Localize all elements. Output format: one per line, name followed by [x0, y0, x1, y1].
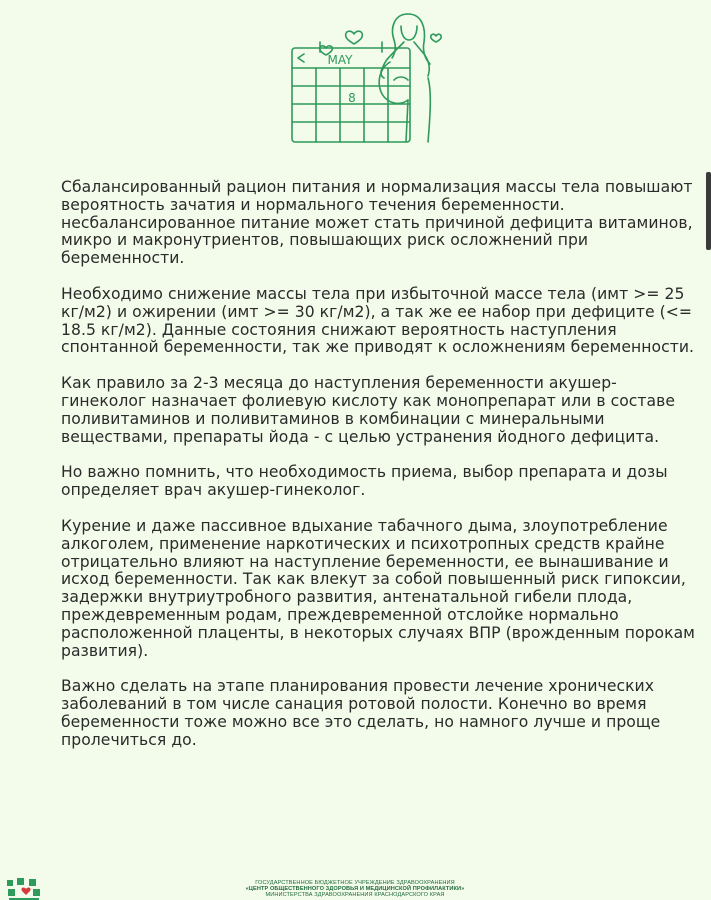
paragraph-nutrition: Сбалансированный рацион питания и нормализация массы тела повышают вероятность зачатия и нормального течения беременности. несбалансированное питание может стать причиной дефицита витаминов, микро и макронутриентов, повышающих риск осложнений при беременности. — [61, 178, 693, 268]
scrollbar[interactable] — [706, 0, 711, 900]
scrollbar-thumb[interactable] — [706, 172, 711, 250]
paragraph-chronic-diseases: Важно сделать на этапе планирования провести лечение хронических заболеваний в том числе санация ротовой полости. Конечно во время беременности тоже можно все это сделать, но намного лучше и проще пролечиться до. — [61, 677, 661, 749]
paragraph-smoking-alcohol: Курение и даже пассивное вдыхание табачного дыма, злоупотребление алкоголем, применение наркотических и психотропных средств крайне отрицательно влияют на наступление беременности, ее вынашивание и исход беременности. Так как влекут за собой повышенный риск гипоксии, задержки внутриутробного развития, антенатальной гибели плода, преждевременным родам, преждевременной отслойке нормально расположенной плаценты, в некоторых случаях ВПР (врожденным порокам развития). — [61, 516, 695, 660]
footer — [0, 876, 711, 900]
article-body — [61, 179, 701, 768]
footer-line-3: МИНИСТЕРСТВА ЗДРАВООХРАНЕНИЯ КРАСНОДАРСКОГО КРАЯ — [265, 892, 445, 899]
health-center-logo-icon — [4, 876, 44, 900]
footer-organization-name — [200, 880, 510, 899]
paragraph-doctor-decides: Но важно помнить, что необходимость приема, выбор препарата и дозы определяет врач акушер-гинеколог. — [61, 463, 668, 500]
paragraph-folic-acid: Как правило за 2-3 месяца до наступления беременности акушер-гинеколог назначает фолиевую кислоту как монопрепарат или в составе поливитаминов и поливитаминов в комбинации с минеральными веществами, препараты йода - с целью устранения йодного дефицита. — [61, 374, 676, 446]
footer-line-2: «ЦЕНТР ОБЩЕСТВЕННОГО ЗДОРОВЬЯ И МЕДИЦИНСКОЙ ПРОФИЛАКТИКИ» — [245, 886, 465, 893]
calendar-day-label: 8 — [348, 91, 356, 105]
footer-line-1: ГОСУДАРСТВЕННОЕ БЮДЖЕТНОЕ УЧРЕЖДЕНИЕ ЗДРАВООХРАНЕНИЯ — [255, 880, 455, 886]
paragraph-body-weight: Необходимо снижение массы тела при избыточной массе тела (имт >= 25 кг/м2) и ожирении (имт >= 30 кг/м2), а так же ее набор при дефиците (<= 18.5 кг/м2). Данные состояния снижают вероятность наступления спонтанной беременности, так же приводят к осложнениям беременности. — [61, 284, 695, 357]
pregnant-woman-calendar-icon — [286, 6, 446, 156]
calendar-month-label: MAY — [327, 53, 353, 67]
